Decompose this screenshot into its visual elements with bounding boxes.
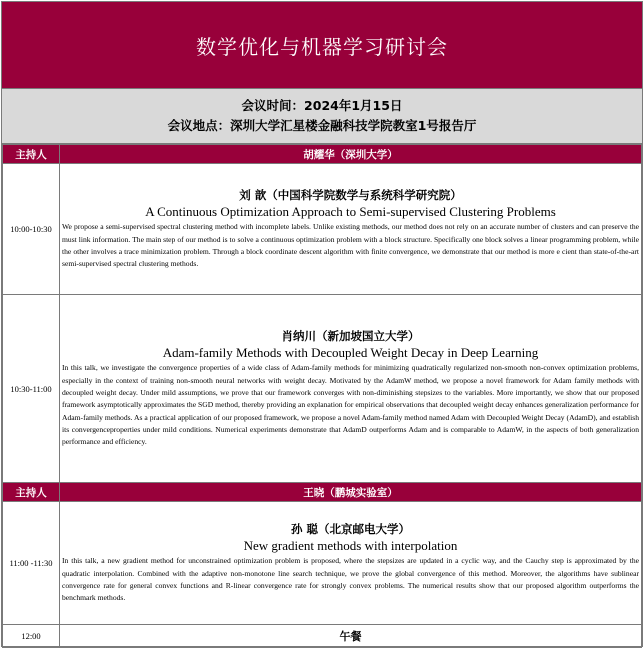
talk-time: 11:00 -11:30 — [3, 502, 60, 625]
host-name: 王晓（鹏城实验室） — [60, 483, 642, 502]
meeting-info — [2, 89, 642, 144]
host-row — [3, 145, 642, 164]
talk-row — [3, 295, 642, 483]
meeting-date: 会议时间：2024年1月15日 — [241, 98, 403, 113]
lunch-row — [3, 625, 642, 648]
talk-title: A Continuous Optimization Approach to Semi-supervised Clustering Problems — [145, 204, 556, 220]
host-name: 胡耀华（深圳大学） — [60, 145, 642, 164]
talk-title: Adam-family Methods with Decoupled Weight Decay in Deep Learning — [162, 345, 539, 361]
talk-abstract: In this talk, a new gradient method for unconstrained optimization problem is proposed, where the stepsizes are updated in a cyclic way, and the Cauchy step is approximated by the quadratic interpolation. Combined with the adaptive non-monotone line search technique, we prove the global convergence of this method. Moreover, the algorithms have sublinear convergence rate for general convex functions and R-linear convergence rate for strongly convex problems. The numerical results show that our proposed algorithm outperforms the benchmark methods. — [62, 556, 639, 603]
lunch-label: 午餐 — [60, 625, 642, 648]
meeting-venue: 会议地点：深圳大学汇星楼金融科技学院教室1号报告厅 — [167, 118, 477, 133]
talk-speaker: 肖纳川（新加坡国立大学） — [281, 329, 420, 344]
talk-title: New gradient methods with interpolation — [243, 538, 458, 554]
schedule-page — [1, 1, 643, 647]
talk-abstract: We propose a semi-supervised spectral clustering method with incomplete labels. Unlike existing methods, our method does not rely on an accurate number of clusters and can preserve the must link information. The main step of our method is to solve a continuous optimization problem with a block structure. Specifically one block solves a linear programming problem, while the other involves a trace minimization problem. Through a block coordinate descent algorithm with finite convergence, we demonstrate that our method is more e cient than state-of-the-art semi-supervised spectral clustering methods. — [62, 222, 639, 269]
talk-row — [3, 164, 642, 295]
talk-speaker: 刘 歆（中国科学院数学与系统科学研究院） — [239, 188, 462, 203]
talk-cell — [60, 521, 641, 604]
talk-row — [3, 502, 642, 625]
talk-cell — [60, 328, 641, 448]
talk-speaker: 孙 聪（北京邮电大学） — [290, 522, 410, 537]
page-title: 数学优化与机器学习研讨会 — [2, 2, 642, 89]
talk-cell — [60, 187, 641, 270]
talk-time: 10:30-11:00 — [3, 295, 60, 483]
host-label: 主持人 — [3, 483, 60, 502]
schedule-table — [2, 144, 642, 648]
lunch-time: 12:00 — [3, 625, 60, 648]
talk-abstract: In this talk, we investigate the convergence properties of a wide class of Adam-family methods for minimizing quadratically regularized non-smooth non-convex optimization problems, especially in the context of training non-smooth neural networks with weight decay. Motivated by the AdamW method, we propose a novel framework for Adam family methods with decoupled weight decay. Under mild assumptions, we prove that our framework converges with non-diminishing stepsizes to the variables. More importantly, we show that our proposed framework asymptotically approximates the SGD method, thereby providing an explanation for empirical observations that decoupled weight decay enhances generalization performance for Adam-family methods. As a practical application of our proposed framework, we propose a novel Adam-family method named Adam with Decoupled Weight Decay (AdamD), and establish its convergenceproperties under mild conditions. Numerical experiments demonstrate that AdamD outperforms Adam and is comparable to AdamW, in the aspects of both generalization performance and efficiency. — [62, 363, 639, 447]
talk-time: 10:00-10:30 — [3, 164, 60, 295]
host-label: 主持人 — [3, 145, 60, 164]
host-row — [3, 483, 642, 502]
